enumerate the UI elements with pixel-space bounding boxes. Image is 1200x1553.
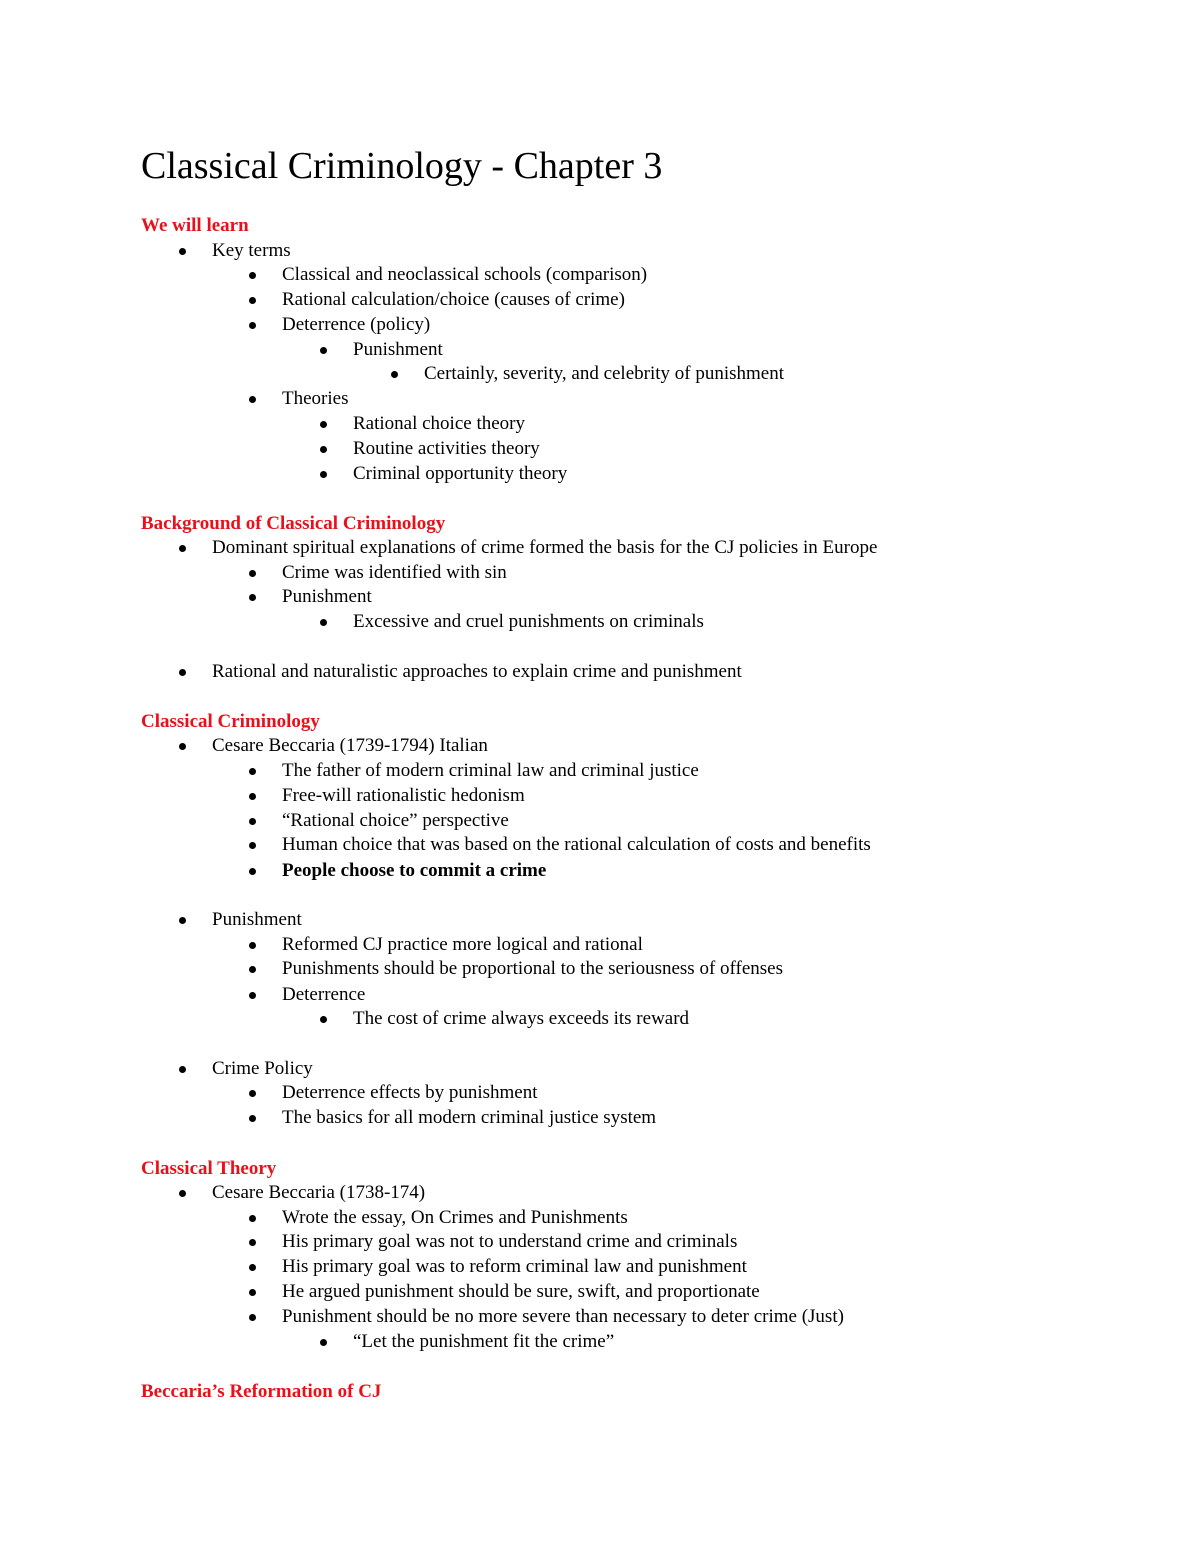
list-item: Criminal opportunity theory xyxy=(353,463,568,484)
list-item: His primary goal was to reform criminal law and punishment xyxy=(282,1256,747,1277)
list-item: Reformed CJ practice more logical and rational xyxy=(282,934,643,955)
list-item: Routine activities theory xyxy=(353,438,540,459)
list-item: The father of modern criminal law and criminal justice xyxy=(282,760,699,781)
list-item: Dominant spiritual explanations of crime formed the basis for the CJ policies in Europe xyxy=(212,537,878,558)
list-item: Cesare Beccaria (1738-174) xyxy=(212,1182,426,1203)
list-item: Rational choice theory xyxy=(353,413,525,434)
document-title: Classical Criminology - Chapter 3 xyxy=(141,145,663,187)
list-item: Deterrence effects by punishment xyxy=(282,1082,538,1103)
section-heading-background: Background of Classical Criminology xyxy=(141,513,446,534)
list-item: Punishments should be proportional to the seriousness of offenses xyxy=(282,958,783,979)
list-item: Crime was identified with sin xyxy=(282,562,507,583)
section-heading-reformation: Beccaria’s Reformation of CJ xyxy=(141,1381,382,1402)
list-item: Punishment should be no more severe than necessary to deter crime (Just) xyxy=(282,1306,844,1327)
section-heading-classical-criminology: Classical Criminology xyxy=(141,711,320,732)
list-item: Key terms xyxy=(212,240,291,261)
list-item: Rational and naturalistic approaches to explain crime and punishment xyxy=(212,661,742,682)
list-item: Crime Policy xyxy=(212,1058,313,1079)
list-item: Cesare Beccaria (1739-1794) Italian xyxy=(212,735,488,756)
list-item: Free-will rationalistic hedonism xyxy=(282,785,525,806)
list-item: Rational calculation/choice (causes of crime) xyxy=(282,289,625,310)
list-item: Punishment xyxy=(282,586,372,607)
list-item: His primary goal was not to understand crime and criminals xyxy=(282,1231,738,1252)
list-item: Theories xyxy=(282,388,349,409)
list-item: Wrote the essay, On Crimes and Punishments xyxy=(282,1207,628,1228)
list-item: The basics for all modern criminal justice system xyxy=(282,1107,657,1128)
list-item: Classical and neoclassical schools (comparison) xyxy=(282,264,648,285)
list-item: Punishment xyxy=(353,339,443,360)
list-item-emphasis: People choose to commit a crime xyxy=(282,860,547,881)
list-item: Certainly, severity, and celebrity of punishment xyxy=(424,363,785,384)
list-item: Human choice that was based on the rational calculation of costs and benefits xyxy=(282,834,871,855)
list-item: Deterrence xyxy=(282,984,366,1005)
list-item: Excessive and cruel punishments on criminals xyxy=(353,611,704,632)
section-heading-we-will-learn: We will learn xyxy=(141,215,249,236)
list-item: He argued punishment should be sure, swift, and proportionate xyxy=(282,1281,760,1302)
list-item: “Let the punishment fit the crime” xyxy=(353,1331,615,1352)
list-item: “Rational choice” perspective xyxy=(282,810,509,831)
list-item: Deterrence (policy) xyxy=(282,314,431,335)
section-heading-classical-theory: Classical Theory xyxy=(141,1158,277,1179)
list-item: Punishment xyxy=(212,909,302,930)
list-item: The cost of crime always exceeds its reward xyxy=(353,1008,690,1029)
